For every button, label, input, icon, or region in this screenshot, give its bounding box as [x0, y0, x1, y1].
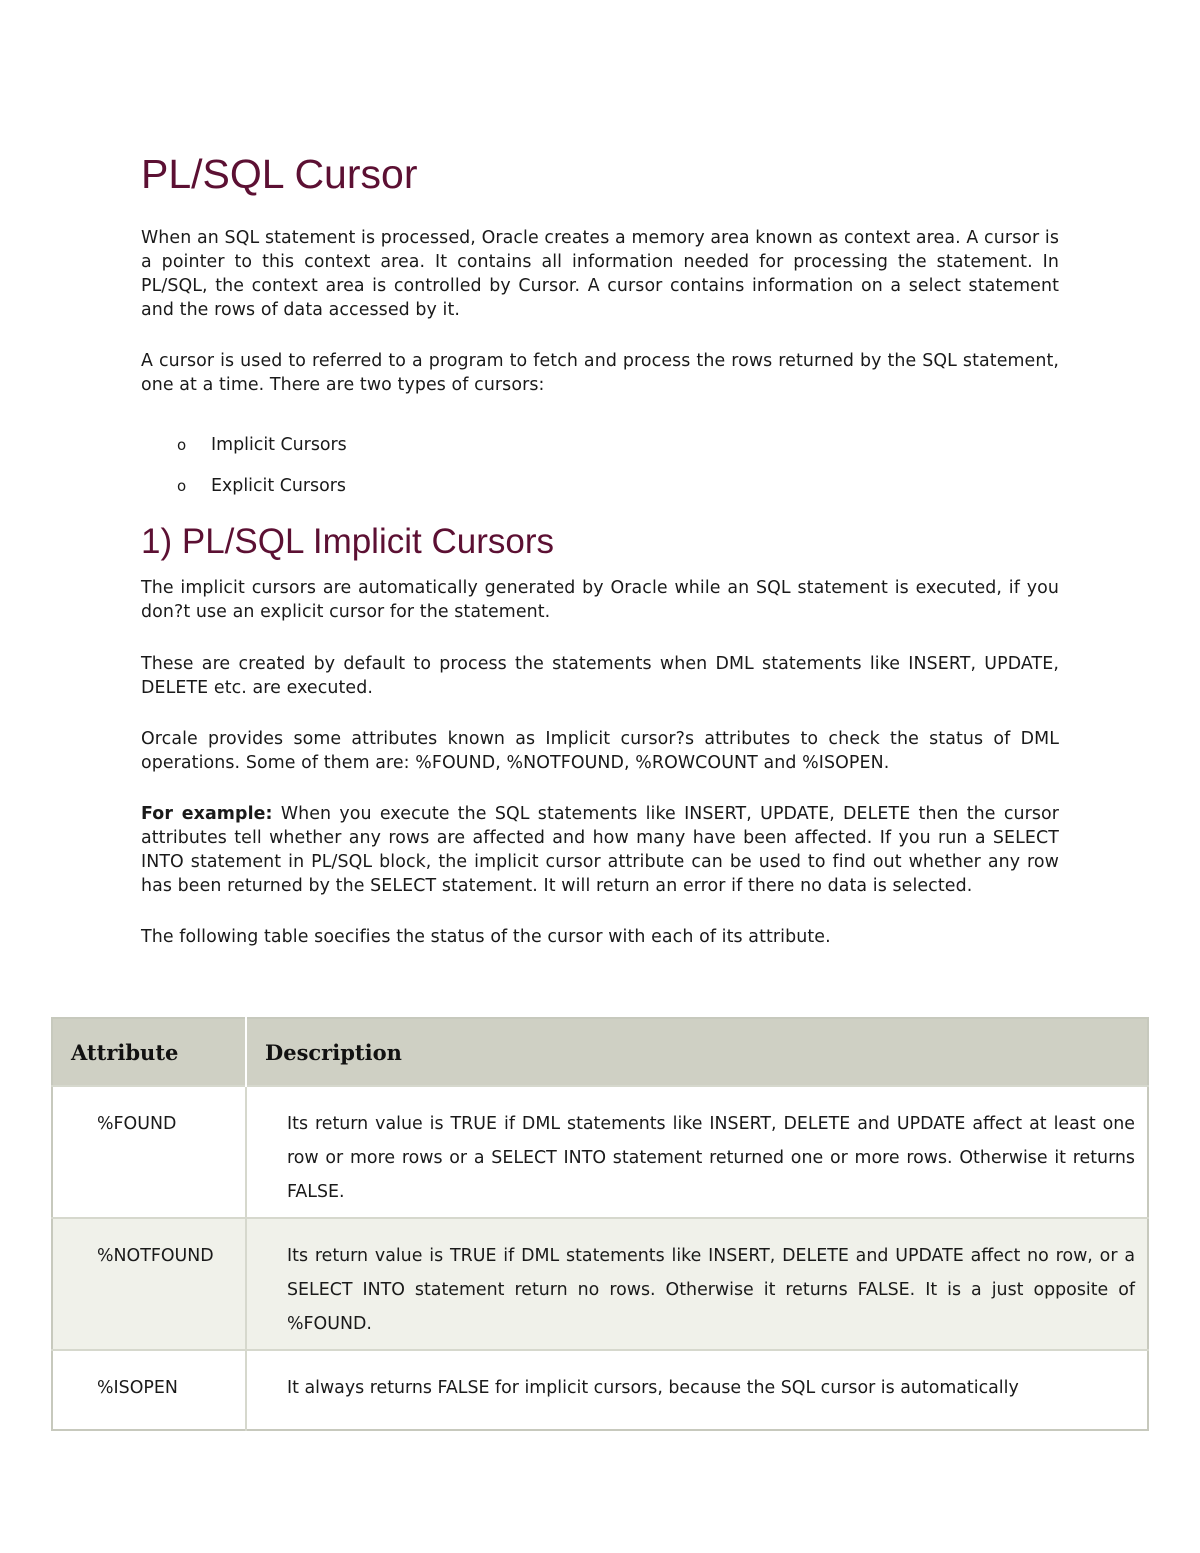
- bullet-icon: o: [177, 477, 187, 495]
- intro-paragraph-2: A cursor is used to referred to a program to fetch and process the rows returned by the SQL statement, one at a time. There are two types of cursors:: [141, 351, 1059, 395]
- attribute-cell: %ISOPEN: [52, 1350, 246, 1430]
- description-text: It always returns FALSE for implicit cursors, because the SQL cursor is automatically: [287, 1378, 1019, 1398]
- column-header-attribute: Attribute: [52, 1018, 246, 1086]
- page-title: PL/SQL Cursor: [141, 151, 418, 197]
- example-paragraph: [141, 802, 1059, 898]
- implicit-paragraph-2: These are created by default to process the statements when DML statements like INSERT, UPDATE, DELETE etc. are executed.: [141, 654, 1059, 698]
- example-lead: For example:: [141, 804, 273, 824]
- cursor-types-list: [141, 433, 1059, 515]
- column-header-description: Description: [246, 1018, 1148, 1086]
- list-item-label: Implicit Cursors: [211, 435, 347, 455]
- list-item: [141, 433, 1059, 474]
- list-item-label: Explicit Cursors: [211, 476, 346, 496]
- list-item: [141, 474, 1059, 515]
- description-cell: Its return value is TRUE if DML statements like INSERT, DELETE and UPDATE affect no row, or a SELECT INTO statement return no rows. Otherwise it returns FALSE. It is a just opposite of %FOUND.: [246, 1218, 1148, 1350]
- description-cell: [246, 1350, 1148, 1430]
- attribute-cell: %FOUND: [52, 1086, 246, 1218]
- table-header-row: [52, 1018, 1148, 1086]
- table-row: [52, 1350, 1148, 1430]
- description-cell: Its return value is TRUE if DML statements like INSERT, DELETE and UPDATE affect at least one row or more rows or a SELECT INTO statement returned one or more rows. Otherwise it returns FALSE.: [246, 1086, 1148, 1218]
- implicit-paragraph-3: Orcale provides some attributes known as Implicit cursor?s attributes to check the status of DML operations. Some of them are: %FOUND, %NOTFOUND, %ROWCOUNT and %ISOPEN.: [141, 729, 1059, 773]
- table-intro-paragraph: The following table soecifies the status of the cursor with each of its attribute.: [141, 927, 831, 947]
- bullet-icon: o: [177, 436, 187, 454]
- example-text: When you execute the SQL statements like INSERT, UPDATE, DELETE then the cursor attributes tell whether any rows are affected and how many have been affected. If you run a SELECT INTO statement in PL/SQL block, the implicit cursor attribute can be used to find out whether any row has been returned by the SELECT statement. It will return an error if there no data is selected.: [141, 804, 1059, 896]
- table-row: [52, 1218, 1148, 1350]
- attributes-table: [51, 1017, 1149, 1431]
- section-heading-implicit: 1) PL/SQL Implicit Cursors: [141, 522, 554, 561]
- intro-paragraph-1: When an SQL statement is processed, Oracle creates a memory area known as context area. A cursor is a pointer to this context area. It contains all information needed for processing the statement. In PL/SQL, the context area is controlled by Cursor. A cursor contains information on a select statement and the rows of data accessed by it.: [141, 228, 1059, 320]
- document-content: [141, 148, 1059, 949]
- implicit-paragraph-1: The implicit cursors are automatically generated by Oracle while an SQL statement is executed, if you don?t use an explicit cursor for the statement.: [141, 578, 1059, 622]
- attribute-cell: %NOTFOUND: [52, 1218, 246, 1350]
- table-row: [52, 1086, 1148, 1218]
